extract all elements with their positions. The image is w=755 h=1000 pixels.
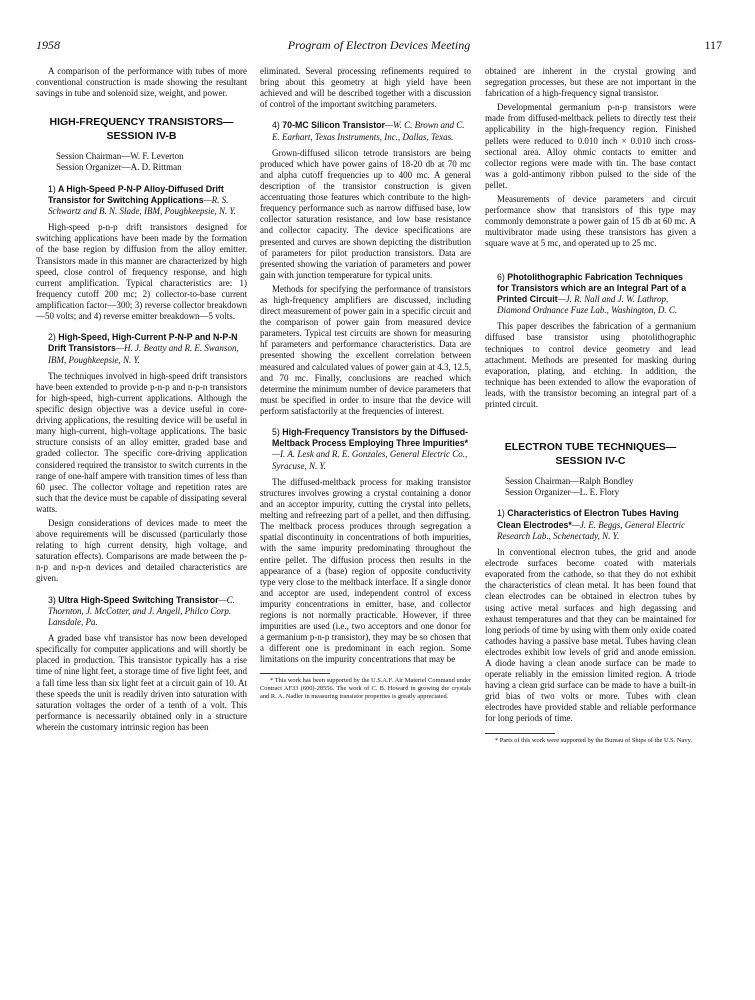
paper-title-text: High-Speed, High-Current P-N-P and N-P-N Drift Transistors [48, 332, 238, 354]
paper-title-text: A High-Speed P-N-P Alloy-Diffused Drift Transistor for Switching Applications [48, 183, 224, 205]
paper-title-text: Characteristics of Electron Tubes Having Clean Electrodes* [497, 508, 679, 530]
continued-paragraph: obtained are inherent in the crystal growing and segregation processes, but these are not important in the fabrication of a high-frequency signal transistor. [485, 66, 696, 99]
paper-title [36, 184, 247, 218]
paper-title [260, 120, 471, 142]
paper-abstract: The diffused-meltback process for making transistor structures involves growing a crystal containing a donor and an acceptor impurity, cutting the crystal into pellets, melting and refreezing part of a pellet, and then diffusing. The meltback process produces through segregation a spatial discontinuity in concentrations of both impurities, with the same impurity predominating throughout the entire pellet. The diffusion process then results in the appearance of a (base) region of opposite conductivity type very close to the meltback interface. If a single donor and acceptor are used, independent control of excess impurity concentrations in emitter, base, and collector regions is not normally practicable. However, if three impurities are used (i.e., two acceptors and one donor for a germanium p-n-p transistor), they may be so chosen that a different one is predominant in each region. Some limitations on the impurity concentrations that may be [260, 476, 471, 665]
footnote: * Parts of this work were supported by the Bureau of Ships of the U.S. Navy. [495, 736, 692, 744]
body-paragraph: Developmental germanium p-n-p transistors were made from diffused-meltback pellets to directly test their applicability in the high-frequency region. Finished pellets were reduced to 0.010 inch × 0.010 inch cross-sectional area. Alloy ohmic contacts to emitter and collector regions were made with tin. The base contact was a gold-antimony ribbon pulsed to the side of the pellet. [485, 102, 696, 190]
session-chairman: Session Chairman—W. F. Leverton [56, 151, 184, 162]
continued-paragraph: eliminated. Several processing refinements required to bring about this geometry at high yield have been achieved and will be described together with a discussion of control of the important switching parameters. [260, 66, 471, 110]
paper-abstract: The techniques involved in high-speed drift transistors have been extended to provide p-n-p and n-p-n transistors for high-speed, high-current applications. Although the specific design objective was a device useful in core-driving applications, the resulting device will be useful in many high-current, high-voltage applications. The basic structure consists of an alloy emitter, graded base and graded collector. The specific core-driving application considered required the transistor to switch currents in the range of one-half ampere with transition times of less than 60 μsec. The collector voltage and repetition rates are such that the device must be capable of dissipating several watts. [36, 370, 247, 514]
paper-title-text: High-Frequency Transistors by the Diffused-Meltback Process Employing Three Impurities* [272, 427, 469, 449]
paper-authors: —C. Thornton, J. McCotter, and J. Angell, Philco Corp. Lansdale, Pa. [48, 594, 235, 627]
paper-abstract: Design considerations of devices made to meet the above requirements will be discussed (particularly those relating to high current density, high voltage, and saturation effects). Comparisons are made between the p-n-p and n-p-n devices and detailed characteristics are given. [36, 517, 247, 584]
page-number: 117 [704, 38, 722, 52]
paper-abstract: In conventional electron tubes, the grid and anode electrode surfaces become coated with materials evaporated from the cathode, so that they do not exhibit the characteristics of clean metal. It has been found that clean electrodes can be obtained in electron tubes by using active metal surfaces and high degassing and exhaust temperatures and that they can be maintained for long periods of time by using with them only oxide coated cathodes having a passive base metal. Tubes having clean electrodes exhibit low levels of grid and anode emission. A diode having a clean anode surface can be made to operate reliably in the emission limited region. A triode having a clean grid surface can be made to have a built-in grid bias of two volts or more. Tubes with clean electrodes have provided stable and reliable performance for long periods of time. [485, 547, 696, 724]
column-3 [485, 66, 696, 744]
paper-title [36, 332, 247, 366]
header-title: Program of Electron Devices Meeting [287, 38, 471, 52]
paper-authors: —I. A. Lesk and R. E. Gonzales, General Electric Co., Syracuse, N. Y. [272, 449, 468, 471]
paper-authors: —W. C. Brown and C. E. Earhart, Texas Instruments, Inc., Dallas, Texas. [272, 120, 465, 142]
paper-authors: —J. R. Nall and J. W. Lathrop, Diamond Ordnance Fuze Lab., Washington, D. C. [497, 293, 678, 316]
paper-abstract: Grown-diffused silicon tetrode transistors are being produced which have power gains of 18-20 db at 70 mc and alpha cutoff frequencies up to 400 mc. A general description of the transistor construction is given accentuating those features which contribute to the high-frequency performance such as narrow diffused base, low collector saturation resistance, and low base resistance and collector capacity. The device specifications are presented and curves are shown depicting the distribution of parameters for pilot production transistors. Data are presented showing the variation of parameters and power gain with junction temperature for typical units. [260, 147, 471, 280]
paper-number: 1) [48, 183, 56, 194]
session-chairman: Session Chairman—Ralph Bondley [505, 476, 634, 487]
paper-number: 6) [497, 271, 505, 282]
paper-authors: —R. S. Schwartz and B. N. Slade, IBM, Poughkeepsie, N. Y. [48, 194, 236, 217]
page-header [36, 38, 722, 54]
paper-title [260, 427, 471, 472]
column-1 [36, 66, 247, 736]
paper-abstract: This paper describes the fabrication of a germanium diffused base transistor using photolithographic techniques to control device geometry and lead attachment. Methods are presented for masking during evaporation, plating, and etching. In addition, the technique has been extended to allow the evaporation of leads, with the transistor becoming an integral part of a printed circuit. [485, 321, 696, 409]
paper-number: 1) [497, 508, 505, 519]
paper-abstract: Methods for specifying the performance of transistors as high-frequency amplifiers are discussed, including direct measurement of power gain in a specific circuit and the comparison of power gain from measured device parameters. Typical test circuits are shown for measuring hf parameters and performance characteristics. Data are presented showing the excellent correlation between measured and calculated values of power gain at 4.3, 12.5, and 70 mc. Finally, conclusions are reached which determine the minimum number of device parameters that must be specified in order to insure that the device will perform satisfactorily at the frequencies of interest. [260, 283, 471, 416]
session-organizer: Session Organizer—A. D. Rittman [56, 162, 182, 173]
body-paragraph: Measurements of device parameters and circuit performance show that transistors of this type may commonly demonstrate a power gain of 15 db at 60 mc. A multivibrator made using these transistors has given a square wave at 5 mc, and operated up to 25 mc. [485, 194, 696, 249]
paper-title-text: 70-MC Silicon Transistor [282, 120, 385, 131]
paper-title [36, 595, 247, 629]
paper-title-text: Photolithographic Fabrication Techniques for Transistors which are an Integral Part of a Printed Circuit [497, 271, 687, 304]
paper-number: 4) [272, 120, 280, 131]
intro-paragraph: A comparison of the performance with tubes of more conventional construction is made showing the resultant savings in tube and solenoid size, weight, and power. [36, 66, 247, 99]
footnote: * This work has been supported by the U.S.A.F. Air Materiel Command under Contract AF33 (600)-28556. The work of C. B. Howard in growing the crystals and R. A. Nadler in measuring transistor properties is greatly appreciated. [260, 677, 471, 700]
session-organizer: Session Organizer—L. E. Flory [505, 487, 620, 498]
paper-title-text: Ultra High-Speed Switching Transistor [58, 594, 219, 605]
paper-title [485, 508, 696, 542]
paper-number: 5) [272, 427, 280, 438]
paper-number: 2) [48, 332, 56, 343]
paper-abstract: High-speed p-n-p drift transistors designed for switching applications have been made by the formation of the base region by diffusion from the alloy emitter. Transistors made in this manner are characterized by high speed, close control of frequency response, and high current amplification. Typical characteristics are: 1) frequency cutoff 200 mc; 2) collector-to-base current amplification factor—300; 3) reverse collector breakdown—50 volts; and 4) reverse emitter breakdown—5 volts. [36, 222, 247, 322]
paper-abstract: A graded base vhf transistor has now been developed specifically for computer applications and will shortly be placed in production. This transistor typically has a rise time of nine light feet, a storage time of five light feet, and a fall time less than six light feet at a circuit gain of 10. At these speeds the unit is readily driven into saturation with saturation voltages the order of a tenth of a volt. This performance is necessarily obtained only in a structure wherein the customary intrinsic region has been [36, 633, 247, 732]
paper-title [485, 272, 696, 317]
column-2 [260, 66, 471, 700]
paper-authors: —H. J. Beatty and R. E. Swanson, IBM, Poughkeepsie, N. Y. [48, 343, 239, 365]
paper-number: 3) [48, 594, 56, 605]
footnote-rule [260, 673, 330, 674]
paper-authors: —J. E. Beggs, General Electric Research Lab., Schenectady, N. Y. [497, 519, 686, 541]
session-heading: HIGH-FREQUENCY TRANSISTORS—SESSION IV-B [49, 116, 234, 143]
footnote-rule [485, 733, 555, 734]
header-year: 1958 [36, 38, 60, 52]
session-heading: ELECTRON TUBE TECHNIQUES—SESSION IV-C [504, 441, 677, 468]
